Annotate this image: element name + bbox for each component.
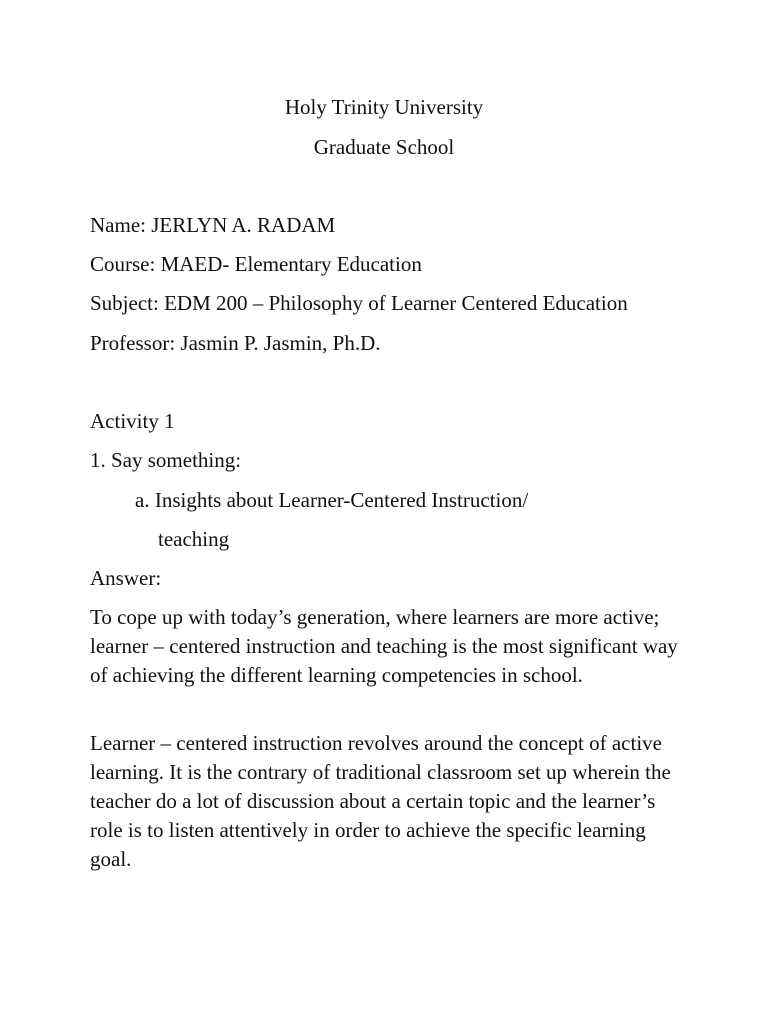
activity-sub-item-a: a. Insights about Learner-Centered Instruction/ <box>135 488 529 512</box>
activity-sub-item-a-continued: teaching <box>158 527 230 551</box>
answer-paragraph-1: To cope up with today’s generation, where learners are more active; learner – centered instruction and teaching is the most significant way of achieving the different learning competencies in school. <box>90 605 678 687</box>
professor-line: Professor: Jasmin P. Jasmin, Ph.D. <box>90 331 381 355</box>
student-name: Name: JERLYN A. RADAM <box>90 213 336 237</box>
university-title: Holy Trinity University <box>284 95 484 119</box>
school-title: Graduate School <box>313 135 455 159</box>
answer-label: Answer: <box>90 566 162 590</box>
activity-title: Activity 1 <box>90 409 175 433</box>
course-line: Course: MAED- Elementary Education <box>90 252 422 276</box>
activity-item-1: 1. Say something: <box>90 448 242 472</box>
answer-paragraph-2: Learner – centered instruction revolves around the concept of active learning. It is the contrary of traditional classroom set up wherein the teacher do a lot of discussion about a certain topic and the learner’s role is to listen attentively in order to achieve the specific learning goal. <box>90 731 671 871</box>
subject-line: Subject: EDM 200 – Philosophy of Learner Centered Education <box>90 291 628 315</box>
